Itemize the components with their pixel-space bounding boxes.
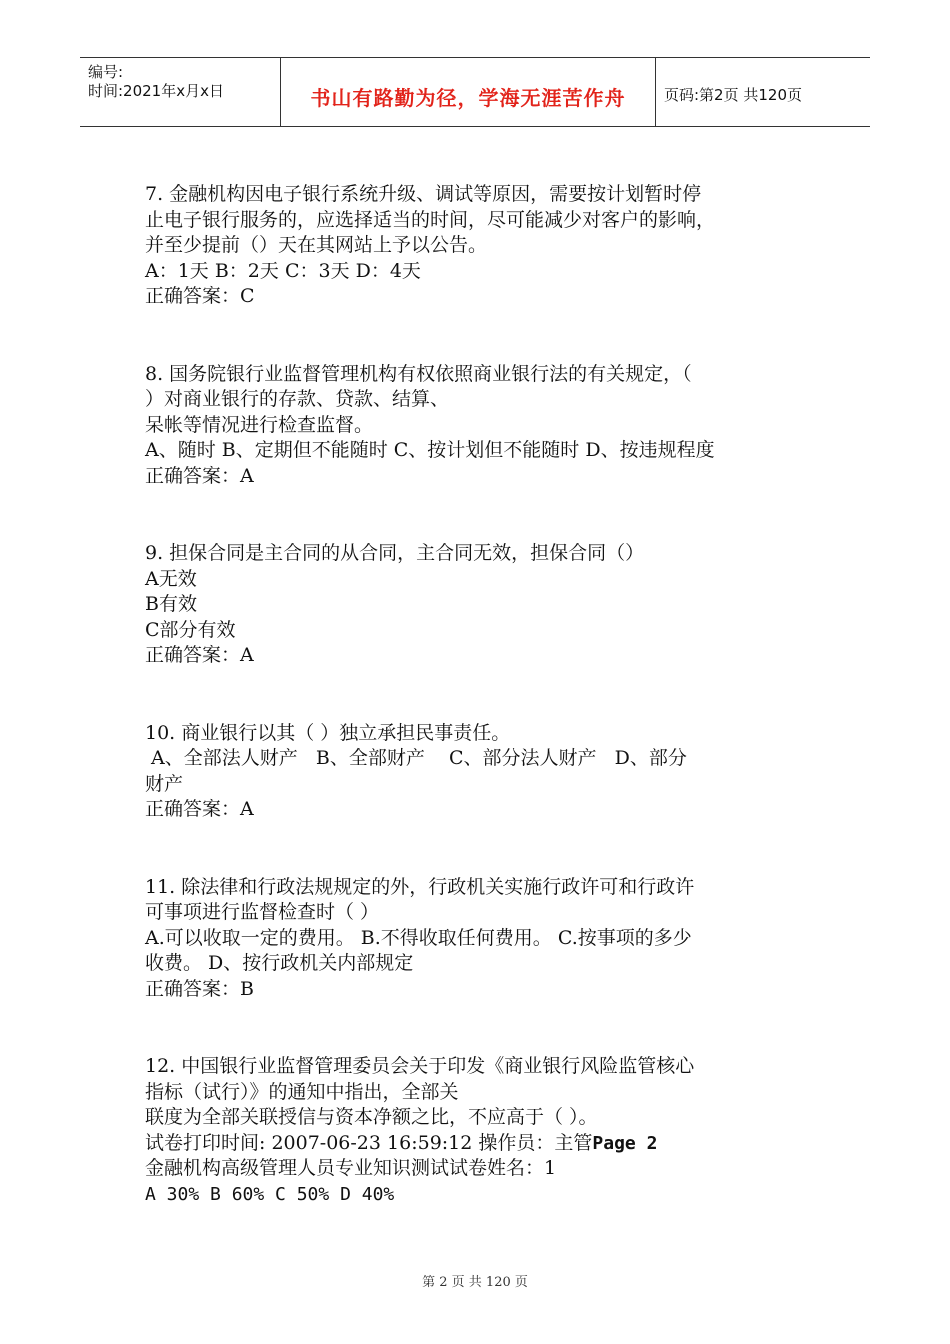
question-options: A、全部法人财产 B、全部财产 C、部分法人财产 D、部分 <box>145 747 687 769</box>
question-options: A 30% B 60% C 50% D 40% <box>145 1183 395 1205</box>
answer-line: 正确答案：C <box>145 285 255 307</box>
question-line: ）对商业银行的存款、贷款、结算、 <box>145 388 450 410</box>
print-info: 试卷打印时间: 2007-06-23 16:59:12 操作员：主管 <box>145 1131 593 1154</box>
question-line: 10. 商业银行以其（ ）独立承担民事责任。 <box>145 721 511 744</box>
question-line: 并至少提前（）天在其网站上予以公告。 <box>145 234 488 256</box>
exam-content <box>145 182 815 1207</box>
answer-line: 正确答案：B <box>145 977 254 1000</box>
question-option: C部分有效 <box>145 618 236 641</box>
header-meta <box>80 58 281 126</box>
question-option: A无效 <box>145 567 197 590</box>
answer-line: 正确答案：A <box>145 464 254 487</box>
exam-name: 金融机构高级管理人员专业知识测试试卷姓名：1 <box>145 1157 557 1179</box>
question-12 <box>145 1054 815 1207</box>
print-info-line <box>145 1131 815 1157</box>
page-footer: 第 2 页 共 120 页 <box>422 1275 528 1290</box>
question-line: 呆帐等情况进行检查监督。 <box>145 413 374 436</box>
question-line: 12. 中国银行业监督管理委员会关于印发《商业银行风险监管核心 <box>145 1055 695 1077</box>
question-9 <box>145 541 815 669</box>
question-line: 指标（试行）》的通知中指出，全部关 <box>145 1080 459 1103</box>
question-line: 联度为全部关联授信与资本净额之比，不应高于（ ）。 <box>145 1106 598 1128</box>
header-page-cell <box>656 58 870 126</box>
question-options: A：1天 B：2天 C：3天 D：4天 <box>145 259 421 282</box>
question-option: B有效 <box>145 593 197 615</box>
question-11 <box>145 875 815 1003</box>
page-tag: Page 2 <box>592 1132 658 1154</box>
question-line: 可事项进行监督检查时（ ） <box>145 901 380 923</box>
number-label: 编号: <box>88 63 124 81</box>
question-line: 11. 除法律和行政法规规定的外，行政机关实施行政许可和行政许 <box>145 875 695 898</box>
question-line: 止电子银行服务的，应选择适当的时间，尽可能减少对客户的影响， <box>145 208 716 231</box>
answer-line: 正确答案：A <box>145 798 254 820</box>
header-page-label: 页码:第2页 共120页 <box>664 86 802 104</box>
question-options: 财产 <box>145 772 184 795</box>
motto-text: 书山有路勤为径，学海无涯苦作舟 <box>310 86 626 110</box>
question-line: 7. 金融机构因电子银行系统升级、调试等原因，需要按计划暂时停 <box>145 183 702 205</box>
header-motto-cell <box>281 58 656 126</box>
question-8 <box>145 362 815 490</box>
question-7 <box>145 182 815 310</box>
question-line: 8. 国务院银行业监督管理机构有权依照商业银行法的有关规定，（ <box>145 362 692 385</box>
time-label: 时间:2021年x月x日 <box>88 82 224 100</box>
question-10 <box>145 721 815 823</box>
question-options: A、随时 B、定期但不能随时 C、按计划但不能随时 D、按违规程度 <box>145 439 715 461</box>
page-header <box>80 57 870 127</box>
question-options: 收费。 D、按行政机关内部规定 <box>145 952 414 974</box>
question-line: 9. 担保合同是主合同的从合同，主合同无效，担保合同（） <box>145 542 645 564</box>
answer-line: 正确答案：A <box>145 644 254 666</box>
question-options: A.可以收取一定的费用。 B.不得收取任何费用。 C.按事项的多少 <box>145 926 692 949</box>
